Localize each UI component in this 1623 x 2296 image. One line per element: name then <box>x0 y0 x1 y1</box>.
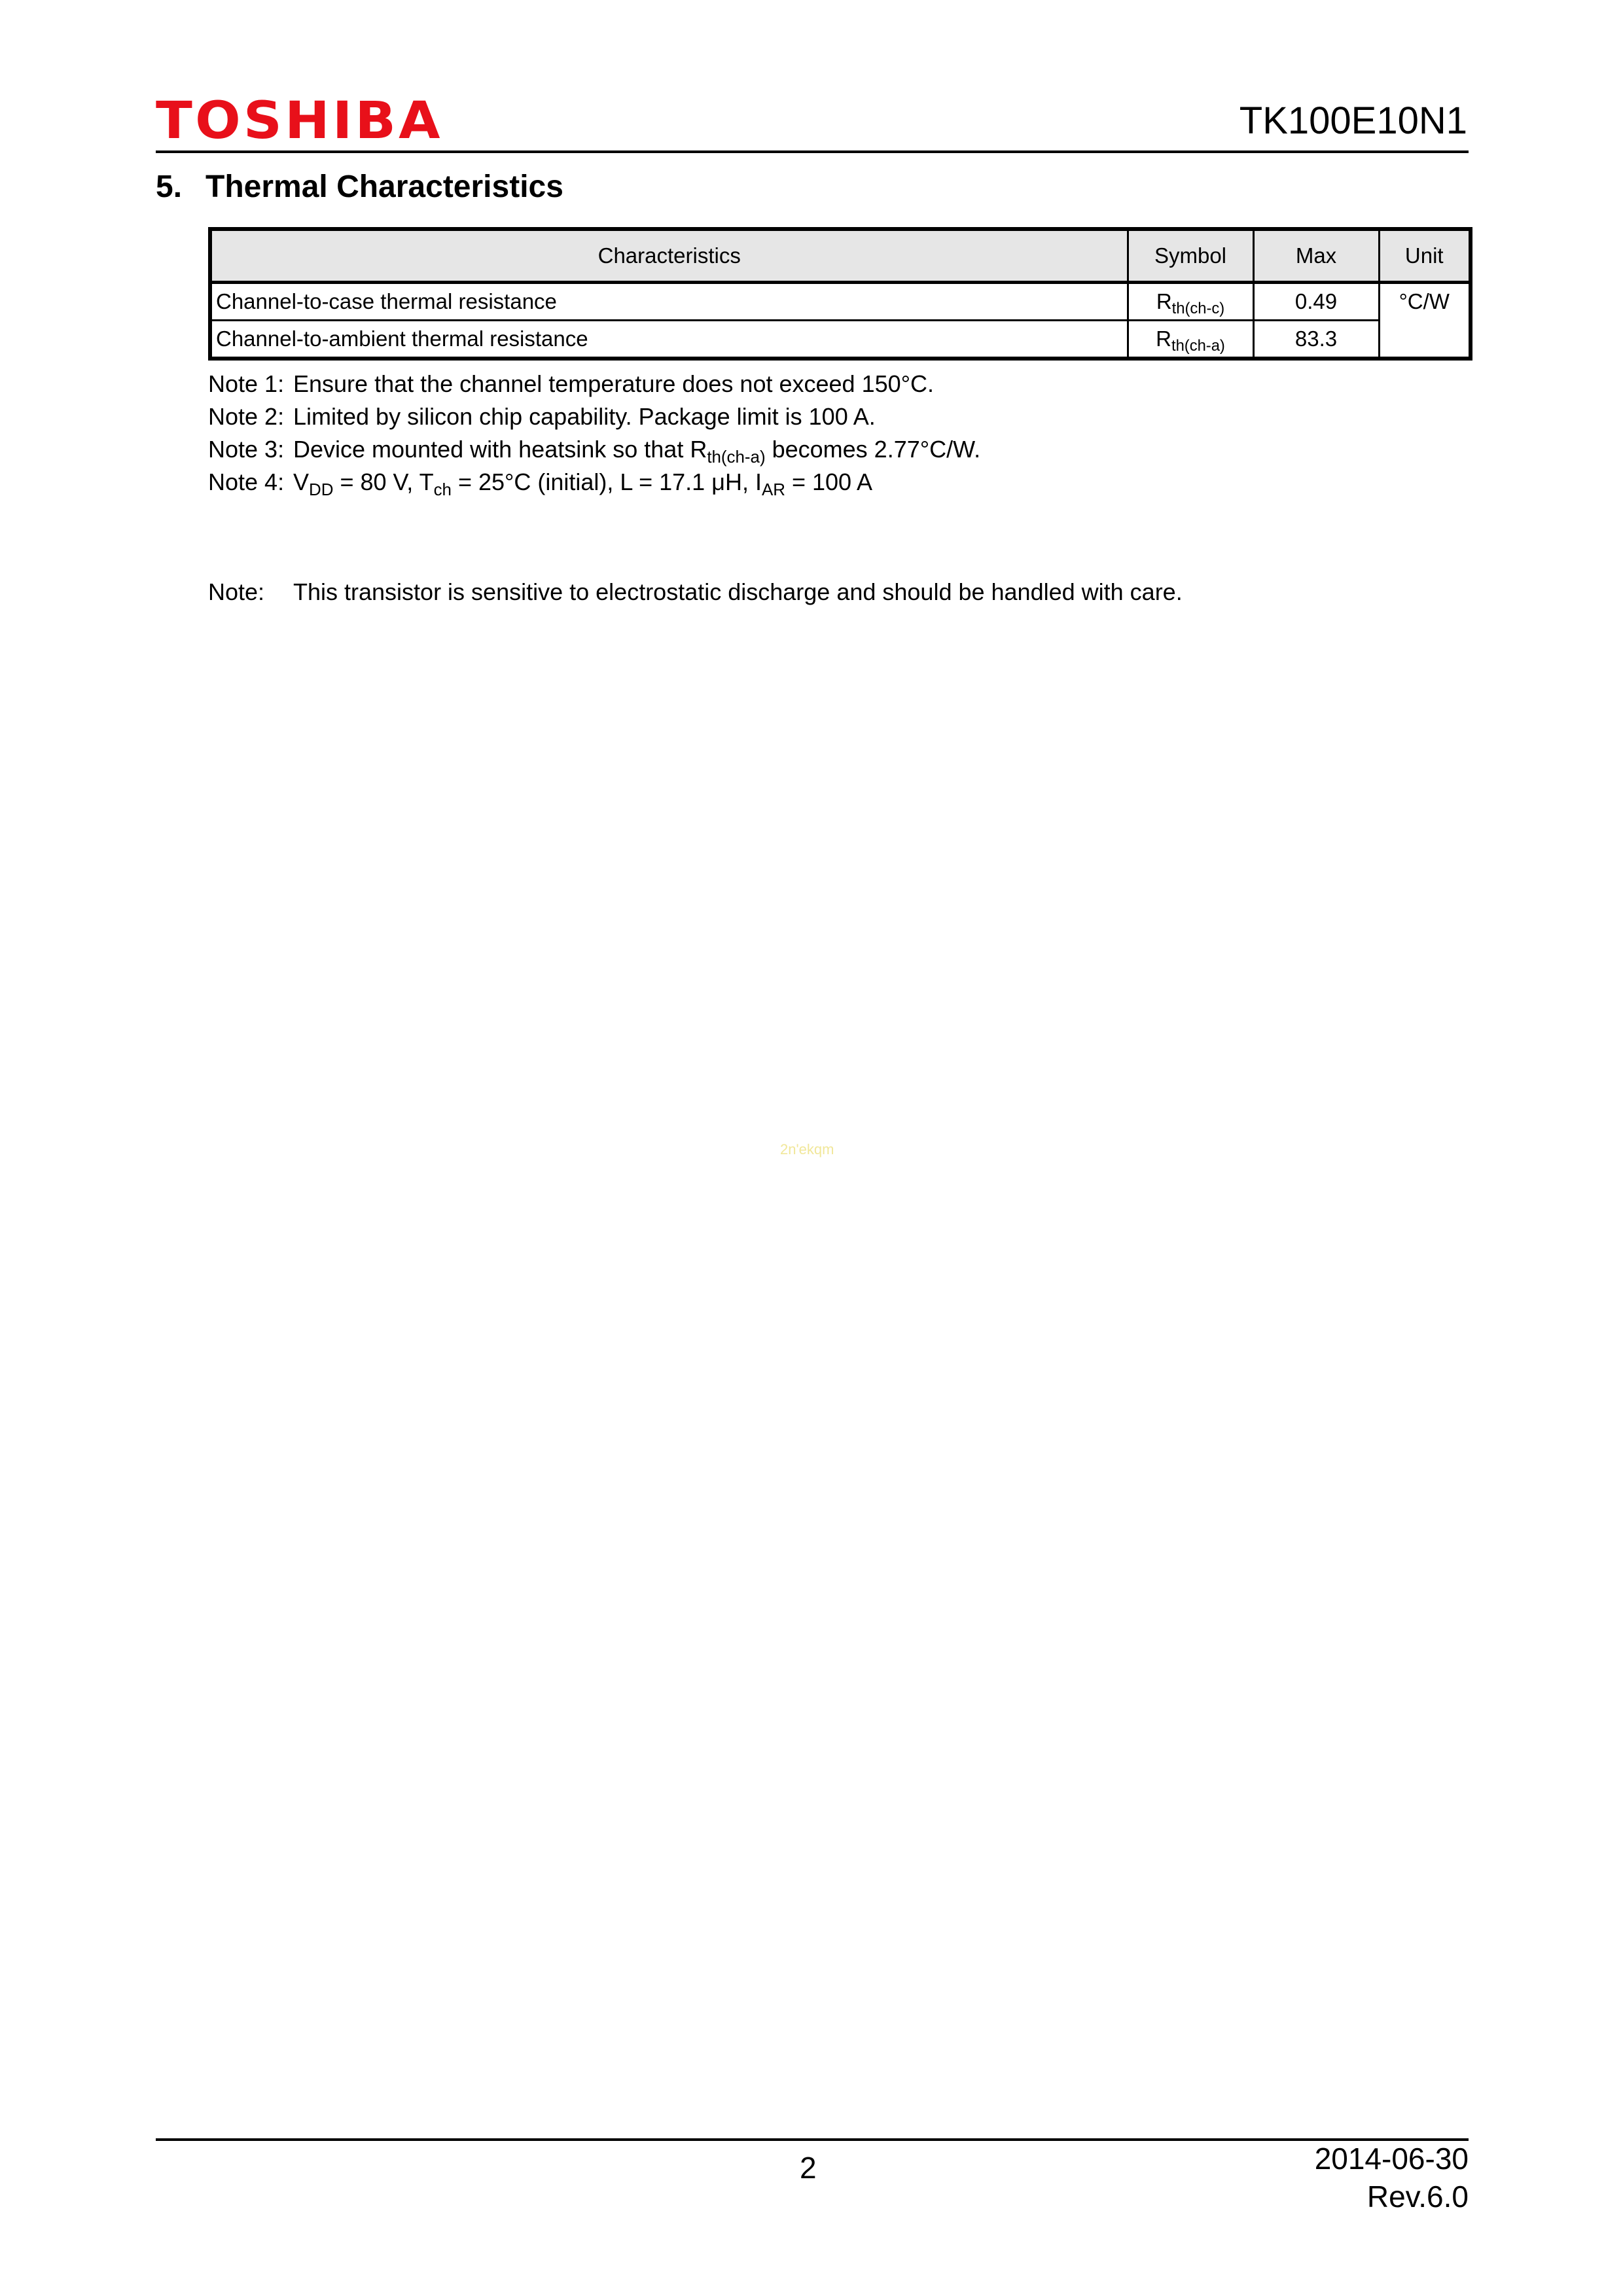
notes-block <box>208 368 980 499</box>
esd-note-label: Note: <box>208 578 265 605</box>
note-text: becomes 2.77°C/W. <box>765 436 981 463</box>
note-2 <box>208 400 980 433</box>
note-text: Limited by silicon chip capability. Package limit is 100 A. <box>293 403 876 430</box>
symbol-subscript: th(ch-a) <box>1171 337 1225 355</box>
row-symbol <box>1128 283 1253 321</box>
note-text: = 25°C (initial), L = 17.1 μH, I <box>451 468 762 495</box>
note-text: Device mounted with heatsink so that R <box>293 436 707 463</box>
note-1 <box>208 368 980 400</box>
symbol-subscript: th(ch-c) <box>1171 300 1225 318</box>
note-subscript: DD <box>309 480 334 499</box>
section-title <box>156 171 563 203</box>
note-text: = 80 V, T <box>333 468 434 495</box>
row-characteristic: Channel-to-ambient thermal resistance <box>210 321 1128 359</box>
note-text: = 100 A <box>785 468 873 495</box>
note-text: Ensure that the channel temperature does not exceed 150°C. <box>293 370 935 397</box>
note-label: Note 2: <box>208 403 285 430</box>
header-divider <box>156 150 1469 153</box>
section-number: 5. <box>156 169 183 204</box>
section-title-text: Thermal Characteristics <box>205 169 563 204</box>
note-subscript: th(ch-a) <box>707 448 766 467</box>
part-number: TK100E10N1 <box>1239 99 1467 142</box>
note-text: V <box>293 468 310 495</box>
row-characteristic: Channel-to-case thermal resistance <box>210 283 1128 321</box>
footer-divider <box>156 2138 1469 2141</box>
note-subscript: ch <box>433 480 452 499</box>
esd-note-text: This transistor is sensitive to electrostatic discharge and should be handled with care. <box>293 578 1183 605</box>
header-unit: Unit <box>1379 229 1471 283</box>
table-header-row <box>210 229 1471 283</box>
note-label: Note 3: <box>208 436 285 463</box>
row-max: 0.49 <box>1253 283 1379 321</box>
note-label: Note 1: <box>208 370 285 397</box>
symbol-main: R <box>1156 289 1172 313</box>
note-3 <box>208 433 980 466</box>
header-max: Max <box>1253 229 1379 283</box>
page-number: 2 <box>800 2151 817 2185</box>
thermal-characteristics-table <box>208 227 1472 361</box>
symbol-main: R <box>1156 327 1171 351</box>
row-max: 83.3 <box>1253 321 1379 359</box>
note-4 <box>208 466 980 499</box>
header-symbol: Symbol <box>1128 229 1253 283</box>
note-label: Note 4: <box>208 468 285 495</box>
toshiba-logo: TOSHIBA <box>156 92 443 150</box>
footer-date: 2014-06-30 <box>1314 2142 1469 2176</box>
row-unit: °C/W <box>1379 283 1471 359</box>
footer-revision: Rev.6.0 <box>1366 2180 1469 2214</box>
row-symbol <box>1128 321 1253 359</box>
table-row <box>210 283 1471 321</box>
table-row <box>210 321 1471 359</box>
note-subscript: AR <box>761 480 785 499</box>
header-characteristics: Characteristics <box>210 229 1128 283</box>
faint-watermark: 2n'ekqm <box>780 1141 834 1157</box>
esd-note <box>208 576 1183 609</box>
